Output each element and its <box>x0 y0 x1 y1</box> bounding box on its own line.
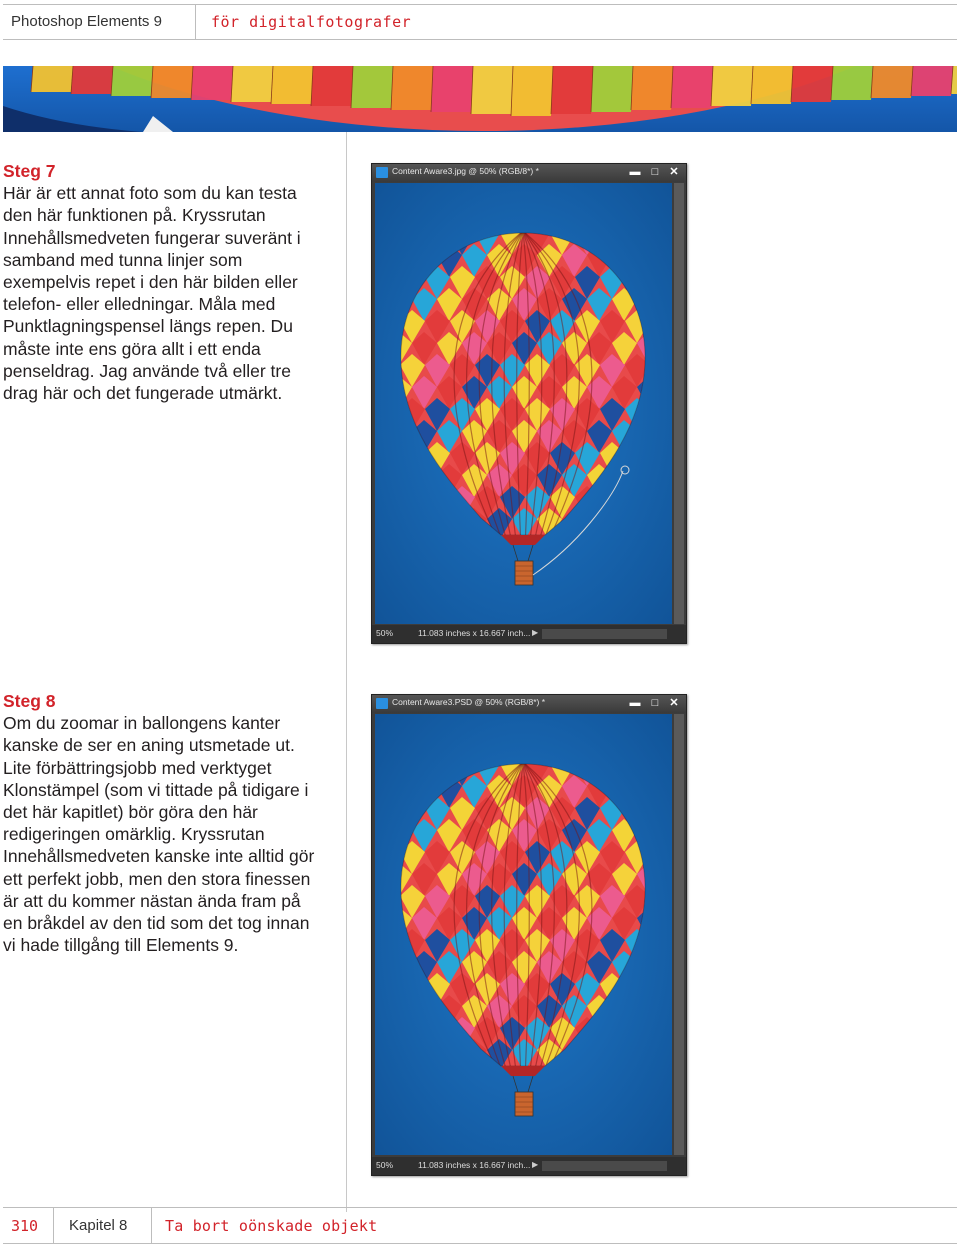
window-title-bar[interactable] <box>372 164 686 182</box>
running-footer <box>3 1207 957 1244</box>
minimize-icon[interactable]: ▬ <box>629 697 641 709</box>
vertical-scrollbar[interactable] <box>674 183 684 624</box>
photoshop-window-1 <box>371 163 687 644</box>
photoshop-window-2 <box>371 694 687 1176</box>
horizontal-scrollbar[interactable] <box>542 1161 667 1171</box>
zoom-level[interactable]: 50% <box>376 1160 394 1170</box>
footer-divider <box>53 1208 54 1243</box>
document-size: 11.083 inches x 16.667 inch... <box>418 1160 531 1170</box>
vertical-scrollbar[interactable] <box>674 714 684 1155</box>
hot-air-balloon-image <box>375 183 672 624</box>
minimize-icon[interactable]: ▬ <box>629 166 641 178</box>
book-subtitle: för digitalfotografer <box>211 13 412 31</box>
step-8 <box>3 690 323 956</box>
horizontal-scrollbar[interactable] <box>542 629 667 639</box>
zoom-level[interactable]: 50% <box>376 628 394 638</box>
footer-divider <box>151 1208 152 1243</box>
step-7 <box>3 160 323 404</box>
step-8-body: Om du zoomar in ballongens kanter kanske de ser en aning utsmetade ut. Lite förbättringsjobb med verktyget Klonstämpel (som vi tittade på tidigare i det här kapitlet) bör göra den här redigeringen omärklig. Kryssrutan Innehållsmedveten kanske inte alltid gör ett perfekt jobb, men den stora finessen är att du kommer nästan ända fram på en bråkdel av den tid som det tog innan vi hade tillgång till Elements 9. <box>3 713 315 956</box>
balloon-banner-image <box>3 66 957 132</box>
step-7-heading: Steg 7 <box>3 161 56 181</box>
status-menu-arrow-icon[interactable]: ▶ <box>532 628 539 637</box>
document-canvas[interactable] <box>375 183 672 624</box>
chapter-label: Kapitel 8 <box>69 1217 128 1234</box>
maximize-icon[interactable]: □ <box>651 697 659 709</box>
step-8-heading: Steg 8 <box>3 691 56 711</box>
book-title: Photoshop Elements 9 <box>11 13 162 30</box>
status-menu-arrow-icon[interactable]: ▶ <box>532 1160 539 1169</box>
window-title-bar[interactable] <box>372 695 686 713</box>
photoshop-doc-icon <box>376 167 388 178</box>
status-bar <box>372 1157 686 1175</box>
column-divider <box>346 132 347 1212</box>
hot-air-balloon-image <box>375 714 672 1155</box>
document-canvas[interactable] <box>375 714 672 1155</box>
chapter-title: Ta bort oönskade objekt <box>165 1217 378 1235</box>
page-number: 310 <box>11 1217 39 1235</box>
window-title: Content Aware3.PSD @ 50% (RGB/8*) * <box>392 697 546 707</box>
document-size: 11.083 inches x 16.667 inch... <box>418 628 531 638</box>
close-icon[interactable]: ✕ <box>669 697 679 709</box>
maximize-icon[interactable]: □ <box>651 166 659 178</box>
window-title: Content Aware3.jpg @ 50% (RGB/8*) * <box>392 166 539 176</box>
running-header <box>3 4 957 40</box>
photoshop-doc-icon <box>376 698 388 709</box>
step-7-body: Här är ett annat foto som du kan testa den här funktionen på. Kryssrutan Innehållsmedveten fungerar suveränt i samband med tunna linjer som exempelvis repet i den här bilden eller telefon- eller elledningar. Måla med Punktlagningspensel längs repen. Du måste inte ens göra allt i ett enda penseldrag. Jag använde två eller tre drag här och det fungerade utmärkt. <box>3 183 301 404</box>
header-divider <box>195 5 196 39</box>
close-icon[interactable]: ✕ <box>669 166 679 178</box>
status-bar <box>372 625 686 643</box>
